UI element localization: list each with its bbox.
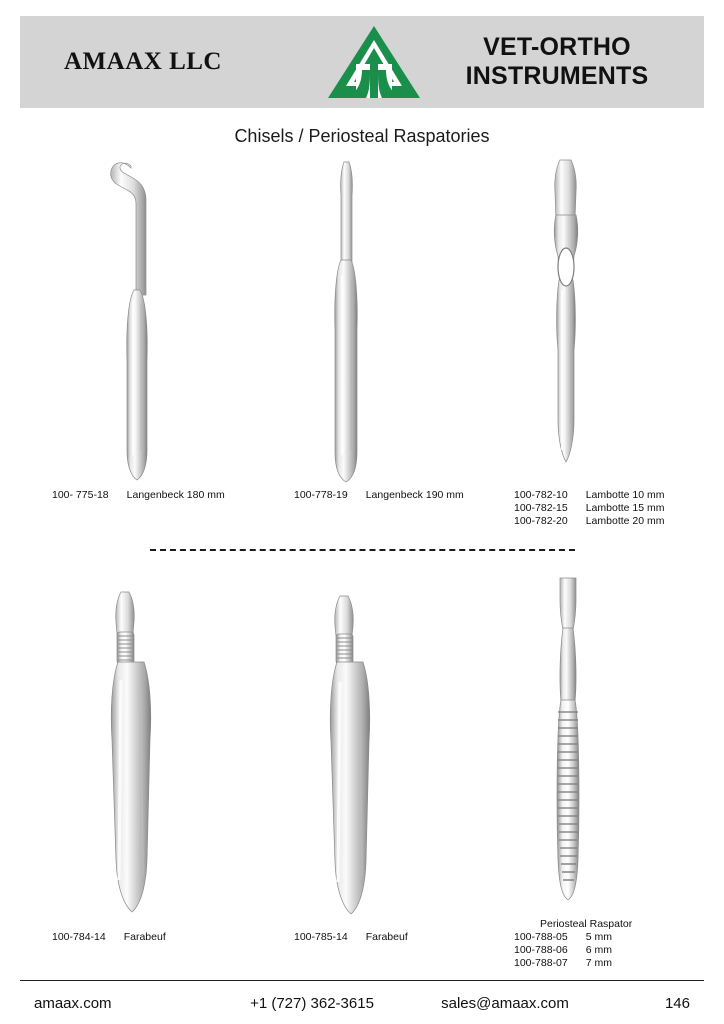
product-code: 100-788-07 <box>514 957 568 969</box>
product-code: 100- 775-18 <box>52 489 109 501</box>
footer-website[interactable]: amaax.com <box>34 994 112 1012</box>
periosteal-raspator-icon <box>557 578 579 900</box>
product-caption-6 <box>514 918 632 970</box>
product-caption-3 <box>514 489 665 528</box>
product-caption-4 <box>52 931 166 944</box>
company-name: AMAAX LLC <box>64 48 222 75</box>
product-group-title: Periosteal Raspator <box>540 918 633 930</box>
product-code: 100-782-10 <box>514 489 568 501</box>
product-name: Langenbeck 190 mm <box>365 489 464 501</box>
product-code: 100-782-20 <box>514 515 568 527</box>
product-name: Lambotte 15 mm <box>585 502 665 514</box>
dashed-separator <box>150 549 575 551</box>
product-size: 5 mm <box>585 931 612 943</box>
page-title: Chisels / Periosteal Raspatories <box>234 126 490 146</box>
logo-container <box>314 24 434 100</box>
page-footer <box>20 988 704 1018</box>
footer-phone[interactable]: +1 (727) 362-3615 <box>250 994 374 1012</box>
product-name: Langenbeck 180 mm <box>126 489 225 501</box>
product-caption-5 <box>294 931 408 944</box>
langenbeck-raspatory-190-icon <box>335 162 358 482</box>
page-header <box>20 16 704 108</box>
product-code: 100-788-06 <box>514 944 568 956</box>
product-code: 100-778-19 <box>294 489 348 501</box>
lambotte-raspatory-icon <box>554 160 577 462</box>
product-name: Lambotte 10 mm <box>585 489 665 501</box>
product-code: 100-788-05 <box>514 931 568 943</box>
footer-email[interactable]: sales@amaax.com <box>441 994 569 1012</box>
product-caption-1 <box>52 489 225 502</box>
product-caption-2 <box>294 489 464 502</box>
amaax-triangle-logo-icon <box>326 24 422 100</box>
farabeuf-raspatory-784-icon <box>111 592 151 912</box>
product-size: 6 mm <box>585 944 612 956</box>
catalog-title: VET-ORTHO INSTRUMENTS <box>465 33 649 90</box>
product-name: Farabeuf <box>123 931 166 943</box>
footer-page-number: 146 <box>664 994 690 1012</box>
langenbeck-raspatory-180-icon <box>111 163 148 480</box>
product-code: 100-782-15 <box>514 502 568 514</box>
farabeuf-raspatory-785-icon <box>330 596 370 914</box>
product-code: 100-784-14 <box>52 931 106 943</box>
product-code: 100-785-14 <box>294 931 348 943</box>
footer-divider <box>20 980 704 981</box>
product-name: Farabeuf <box>365 931 408 943</box>
product-name: Lambotte 20 mm <box>585 515 665 527</box>
product-size: 7 mm <box>585 957 612 969</box>
